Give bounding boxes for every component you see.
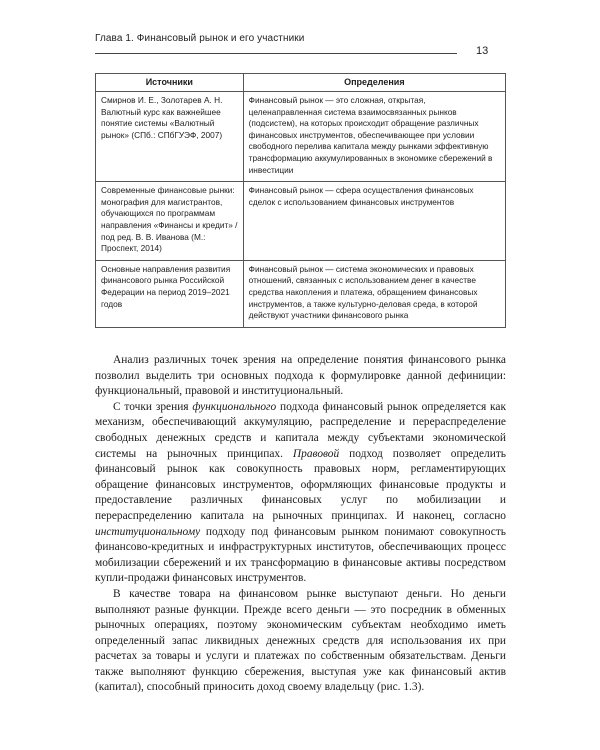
- table-row: [96, 182, 506, 261]
- emphasis-institutional: институциональному: [95, 525, 201, 538]
- paragraph-text: подход позволяет определить финансовый рынок как совокупность правовых норм, регламентирующих обращение финансовых инструментов, оформляющих финансовые продукты и предоставление различных финансовых услуг по мобилизации и перераспределению капитала на рыночных принципах. И наконец, согласно: [95, 447, 506, 522]
- table-row: [96, 260, 506, 327]
- source-cell: Смирнов И. Е., Золотарев А. Н. Валютный курс как важнейшее понятие системы «Валютный рынок» (СПб.: СПбГУЭФ, 2007): [96, 92, 244, 182]
- source-cell: Основные направления развития финансового рынка Российской Федерации на период 2019–2021 годов: [96, 260, 244, 327]
- column-header-sources: Источники: [96, 74, 244, 92]
- definition-cell: Финансовый рынок — сфера осуществления финансовых сделок с использованием финансовых инструментов: [243, 182, 505, 261]
- paragraph-text: С точки зрения: [113, 400, 193, 413]
- table-header-row: [96, 74, 506, 92]
- paragraph-text: подходу под финансовым рынком понимают совокупность финансово-кредитных и инфраструктурных институтов, обеспечивающих процесс мобилизации сбережений и их трансформацию в финансовые активы посредством купли-продажи финансовых инструментов.: [95, 525, 506, 585]
- paragraph-definitions: [95, 400, 506, 587]
- body-text: [95, 353, 506, 696]
- emphasis-functional: функционального: [192, 400, 277, 413]
- paragraph-money: В качестве товара на финансовом рынке выступают деньги. Но деньги выполняют разные функции. Прежде всего деньги — это посредник в обменных рыночных операциях, поэтому экономическим субъектам необходимо иметь определенный запас ликвидных денежных средств для использования их при расчетах за товары и услуги и платежах по собственным обязательствам. Деньги также выполняют функцию сбережения, выступая уже как финансовый актив (капитал), способный приносить доход своему владельцу (рис. 1.3).: [95, 587, 506, 694]
- page-number: 13: [476, 45, 489, 57]
- running-head: Глава 1. Финансовый рынок и его участники: [95, 33, 305, 44]
- definition-cell: Финансовый рынок — система экономических и правовых отношений, связанных с использованием денег в качестве средства накопления и платежа, обращением финансовых инструментов, а также культурно-деловая среда, в которой действуют участники финансового рынка: [243, 260, 505, 327]
- paragraph-approaches: Анализ различных точек зрения на определение понятия финансового рынка позволил выделить три основных подхода к формулировке данной дефиниции: функциональный, правовой и институциональный.: [95, 354, 506, 398]
- table-row: [96, 92, 506, 182]
- emphasis-legal: Правовой: [292, 447, 340, 460]
- definitions-table: [95, 73, 506, 328]
- paragraph-text: подхода финансовый рынок определяется как механизм, обеспечивающий аккумуляцию, распределение и перераспределение свободных денежных средств и капитала между субъектами экономической системы на рыночных принципах.: [95, 400, 506, 460]
- definition-cell: Финансовый рынок — это сложная, открытая, целенаправленная система взаимосвязанных рынков (подсистем), на которых происходит обращение различных финансовых инструментов, обеспечивающее при условии свободного перелива капитала между рынками эффективную трансформацию аккумулированных в экономике сбережений в инвестиции: [243, 92, 505, 182]
- source-cell: Современные финансовые рынки: монография для магистрантов, обучающихся по программам направления «Финансы и кредит» / под ред. В. В. Иванова (М.: Проспект, 2014): [96, 182, 244, 261]
- header-rule: [95, 53, 457, 54]
- column-header-definitions: Определения: [243, 74, 505, 92]
